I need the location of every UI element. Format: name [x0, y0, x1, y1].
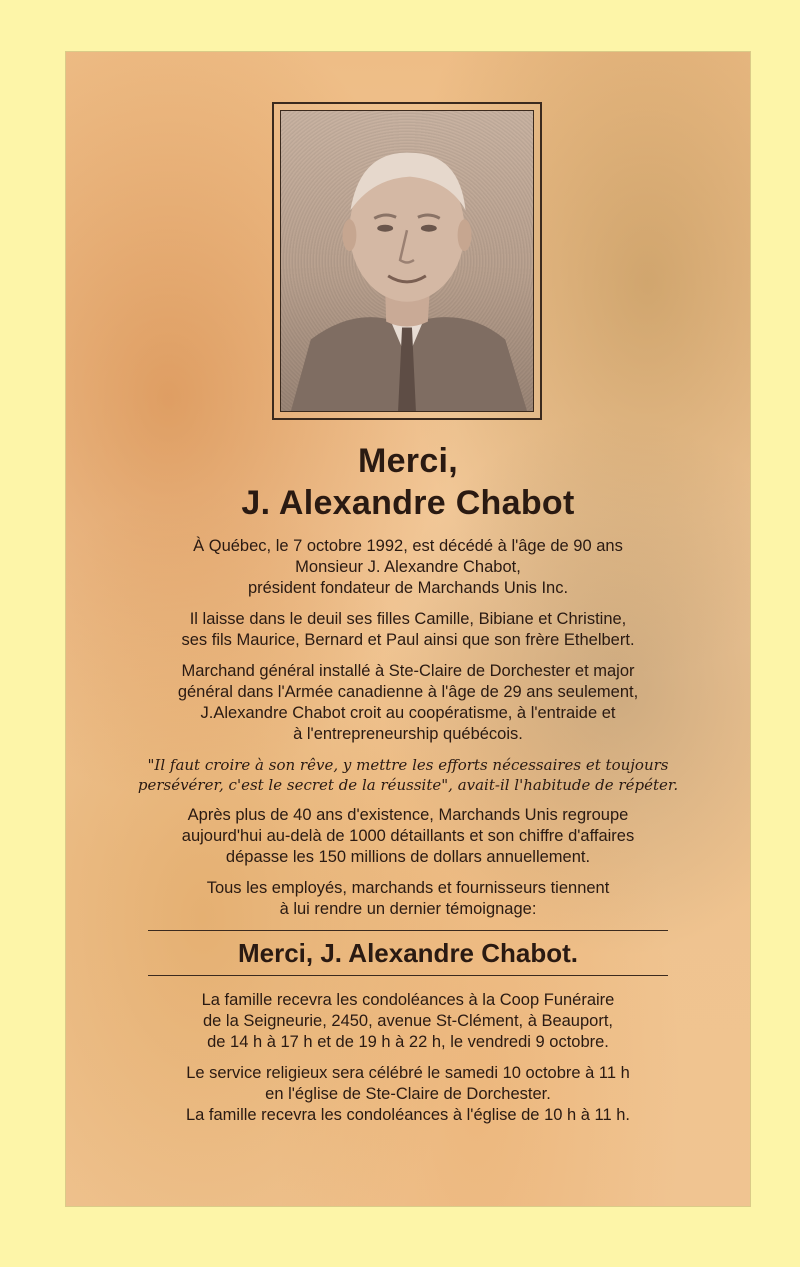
condolences-paragraph: [66, 990, 750, 1053]
career-line: à l'entrepreneurship québécois.: [293, 725, 523, 743]
service-line: en l'église de Ste-Claire de Dorchester.: [265, 1085, 551, 1103]
condolences-line: La famille recevra les condoléances à la Coop Funéraire: [201, 991, 615, 1009]
company-paragraph: [66, 805, 750, 868]
quote-line: "Il faut croire à son rêve, y mettre les efforts nécessaires et toujours: [147, 756, 669, 774]
announcement-paragraph: [66, 536, 750, 599]
company-line: dépasse les 150 millions de dollars annuellement.: [225, 848, 591, 866]
family-line: ses fils Maurice, Bernard et Paul ainsi que son frère Ethelbert.: [181, 631, 635, 649]
tribute-paragraph: [66, 878, 750, 920]
family-line: Il laisse dans le deuil ses filles Camille, Bibiane et Christine,: [189, 610, 627, 628]
heading-line-2: J. Alexandre Chabot: [241, 484, 575, 522]
tribute-line: à lui rendre un dernier témoignage:: [279, 900, 537, 918]
career-line: général dans l'Armée canadienne à l'âge de 29 ans seulement,: [177, 683, 639, 701]
quote-paragraph: [66, 755, 750, 795]
tribute-line: Tous les employés, marchands et fournisseurs tiennent: [206, 879, 610, 897]
heading-line-1: Merci,: [357, 442, 459, 480]
portrait-photo: [280, 110, 534, 412]
announcement-line: président fondateur de Marchands Unis Inc.: [247, 579, 569, 597]
notice-text: [66, 440, 750, 1136]
portrait-frame: [272, 102, 542, 420]
condolences-line: de 14 h à 17 h et de 19 h à 22 h, le vendredi 9 octobre.: [207, 1033, 609, 1051]
family-paragraph: [66, 609, 750, 651]
repeat-title: Merci, J. Alexandre Chabot.: [237, 938, 579, 968]
newspaper-clipping: [66, 52, 750, 1206]
career-paragraph: [66, 661, 750, 745]
career-line: Marchand général installé à Ste-Claire de Dorchester et major: [181, 662, 635, 680]
company-line: Après plus de 40 ans d'existence, Marchands Unis regroupe: [187, 806, 629, 824]
service-line: La famille recevra les condoléances à l'église de 10 h à 11 h.: [185, 1106, 631, 1124]
condolences-line: de la Seigneurie, 2450, avenue St-Clément, à Beauport,: [202, 1012, 614, 1030]
heading: [66, 440, 750, 524]
announcement-line: À Québec, le 7 octobre 1992, est décédé à l'âge de 90 ans: [193, 537, 623, 555]
portrait-illustration: [281, 111, 533, 411]
service-paragraph: [66, 1063, 750, 1126]
announcement-line: Monsieur J. Alexandre Chabot,: [295, 558, 521, 576]
company-line: aujourd'hui au-delà de 1000 détaillants et son chiffre d'affaires: [181, 827, 635, 845]
career-line: J.Alexandre Chabot croit au coopératisme, à l'entraide et: [200, 704, 616, 722]
quote-line: persévérer, c'est le secret de la réussite", avait-il l'habitude de répéter.: [137, 776, 679, 794]
service-line: Le service religieux sera célébré le samedi 10 octobre à 11 h: [186, 1064, 630, 1082]
